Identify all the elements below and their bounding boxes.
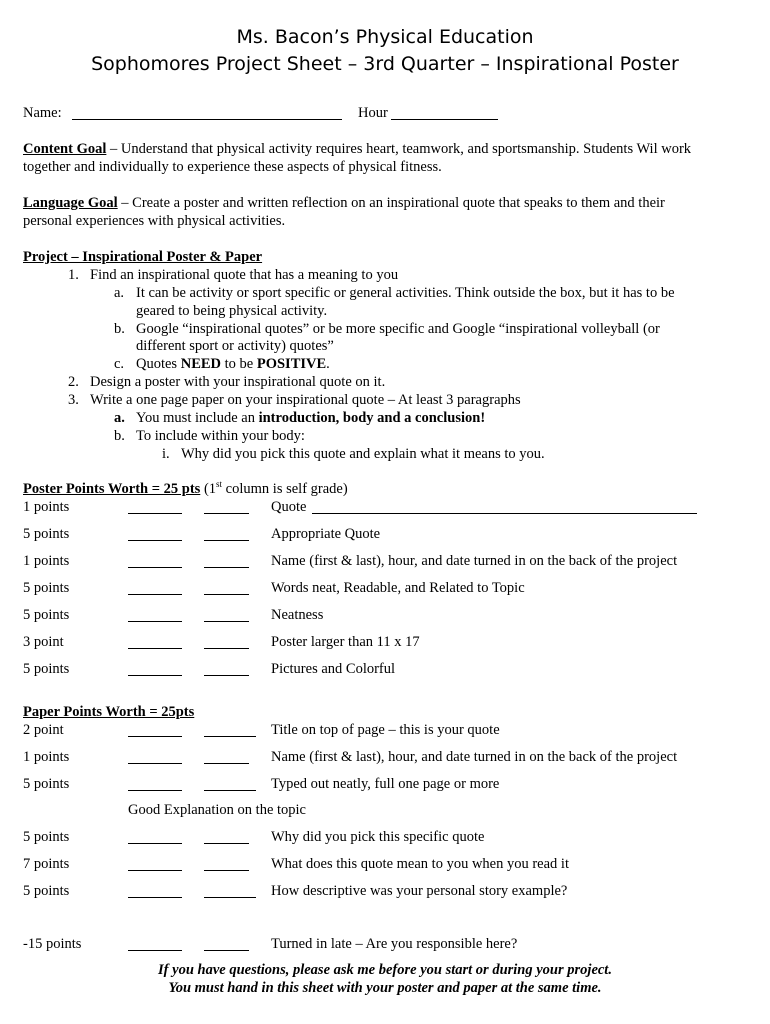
list-letter: b. <box>114 428 125 444</box>
criteria-text: Pictures and Colorful <box>271 661 396 677</box>
points-value: 5 points <box>23 661 70 677</box>
criteria-text: Why did you pick this specific quote <box>271 829 485 845</box>
criteria-text: Neatness <box>271 607 324 623</box>
project-item-3b: To include within your body: <box>136 428 305 444</box>
self-grade-blank[interactable] <box>128 736 182 737</box>
self-grade-blank[interactable] <box>128 567 182 568</box>
self-grade-blank[interactable] <box>128 790 182 791</box>
points-value: 5 points <box>23 776 70 792</box>
project-item-2: Design a poster with your inspirational quote on it. <box>90 374 386 390</box>
teacher-grade-blank[interactable] <box>204 790 256 791</box>
paper-heading: Paper Points Worth = 25pts <box>23 704 195 720</box>
name-blank[interactable] <box>72 119 342 120</box>
teacher-grade-blank[interactable] <box>204 897 256 898</box>
quote-blank[interactable] <box>312 513 697 514</box>
page-title: Ms. Bacon’s Physical Education <box>236 26 534 48</box>
language-goal-label: Language Goal <box>23 195 118 211</box>
teacher-grade-blank[interactable] <box>204 675 249 676</box>
teacher-grade-blank[interactable] <box>204 648 249 649</box>
project-item-1a: It can be activity or sport specific or general activities. Think outside the box, but it has to be <box>136 285 675 301</box>
project-item-1b: Google “inspirational quotes” or be more specific and Google “inspirational volleyball (or <box>136 321 660 337</box>
self-grade-blank[interactable] <box>128 621 182 622</box>
list-letter: a. <box>114 285 125 301</box>
criteria-text: How descriptive was your personal story example? <box>271 883 568 899</box>
language-goal <box>23 194 713 230</box>
project-item-3a: You must include an introduction, body and a conclusion! <box>136 410 486 426</box>
criteria-text: Title on top of page – this is your quote <box>271 722 500 738</box>
criteria-text: Name (first & last), hour, and date turned in on the back of the project <box>271 749 678 765</box>
self-grade-blank[interactable] <box>128 540 182 541</box>
closing-note-2: You must hand in this sheet with your poster and paper at the same time. <box>168 980 602 996</box>
closing-note-1: If you have questions, please ask me before you start or during your project. <box>158 962 612 978</box>
language-goal-text: – Create a poster and written reflection on an inspirational quote that speaks to them and their personal experiences with physical activities. <box>23 195 665 229</box>
project-item-1c: Quotes NEED to be POSITIVE. <box>136 356 330 372</box>
points-value: 5 points <box>23 883 70 899</box>
teacher-grade-blank[interactable] <box>204 763 249 764</box>
project-item-1a-cont: geared to being physical activity. <box>136 303 328 319</box>
points-value: 1 points <box>23 499 70 515</box>
points-value: 5 points <box>23 580 70 596</box>
self-grade-blank[interactable] <box>128 675 182 676</box>
list-letter: a. <box>114 410 125 426</box>
points-value: 7 points <box>23 856 70 872</box>
points-value: 3 point <box>23 634 64 650</box>
criteria-text: Poster larger than 11 x 17 <box>271 634 420 650</box>
self-grade-blank[interactable] <box>128 843 182 844</box>
criteria-text: Turned in late – Are you responsible here? <box>271 936 518 952</box>
content-goal <box>23 140 723 176</box>
criteria-text: Typed out neatly, full one page or more <box>271 776 500 792</box>
criteria-text: Words neat, Readable, and Related to Topic <box>271 580 525 596</box>
list-number: 1. <box>68 267 79 283</box>
teacher-grade-blank[interactable] <box>204 843 249 844</box>
teacher-grade-blank[interactable] <box>204 950 249 951</box>
self-grade-blank[interactable] <box>128 897 182 898</box>
teacher-grade-blank[interactable] <box>204 736 256 737</box>
self-grade-blank[interactable] <box>128 594 182 595</box>
teacher-grade-blank[interactable] <box>204 594 249 595</box>
paper-subheading: Good Explanation on the topic <box>128 802 306 818</box>
points-value: 5 points <box>23 829 70 845</box>
teacher-grade-blank[interactable] <box>204 513 249 514</box>
content-goal-label: Content Goal <box>23 141 107 157</box>
teacher-grade-blank[interactable] <box>204 540 249 541</box>
hour-label: Hour <box>358 105 388 121</box>
project-item-3bi: Why did you pick this quote and explain what it means to you. <box>181 446 545 462</box>
criteria-text: Name (first & last), hour, and date turned in on the back of the project <box>271 553 678 569</box>
self-grade-blank[interactable] <box>128 648 182 649</box>
teacher-grade-blank[interactable] <box>204 621 249 622</box>
list-number: 2. <box>68 374 79 390</box>
points-value: 5 points <box>23 526 70 542</box>
project-item-1b-cont: different sport or activity) quotes” <box>136 338 334 354</box>
hour-blank[interactable] <box>391 119 498 120</box>
poster-heading: Poster Points Worth = 25 pts <box>23 481 201 497</box>
list-number: 3. <box>68 392 79 408</box>
name-label: Name: <box>23 105 62 121</box>
poster-heading-row: Poster Points Worth = 25 pts (1st column is self grade) <box>23 479 348 497</box>
criteria-text: What does this quote mean to you when you read it <box>271 856 569 872</box>
points-value: 2 point <box>23 722 64 738</box>
teacher-grade-blank[interactable] <box>204 870 249 871</box>
list-letter: c. <box>114 356 125 372</box>
self-grade-blank[interactable] <box>128 950 182 951</box>
page-subtitle: Sophomores Project Sheet – 3rd Quarter – Inspirational Poster <box>91 53 679 75</box>
project-heading: Project – Inspirational Poster & Paper <box>23 249 263 265</box>
self-grade-blank[interactable] <box>128 513 182 514</box>
content-goal-text: – Understand that physical activity requires heart, teamwork, and sportsmanship. Students Wil work together and individually to experience these aspects of physical fitness. <box>23 141 692 175</box>
list-letter: b. <box>114 321 125 337</box>
project-item-1: Find an inspirational quote that has a meaning to you <box>90 267 399 283</box>
criteria-text: Quote <box>271 499 307 515</box>
self-grade-blank[interactable] <box>128 763 182 764</box>
points-value: 1 points <box>23 553 70 569</box>
points-value: -15 points <box>23 936 82 952</box>
points-value: 1 points <box>23 749 70 765</box>
points-value: 5 points <box>23 607 70 623</box>
list-roman: i. <box>162 446 170 462</box>
self-grade-blank[interactable] <box>128 870 182 871</box>
criteria-text: Appropriate Quote <box>271 526 381 542</box>
teacher-grade-blank[interactable] <box>204 567 249 568</box>
project-item-3: Write a one page paper on your inspirational quote – At least 3 paragraphs <box>90 392 521 408</box>
